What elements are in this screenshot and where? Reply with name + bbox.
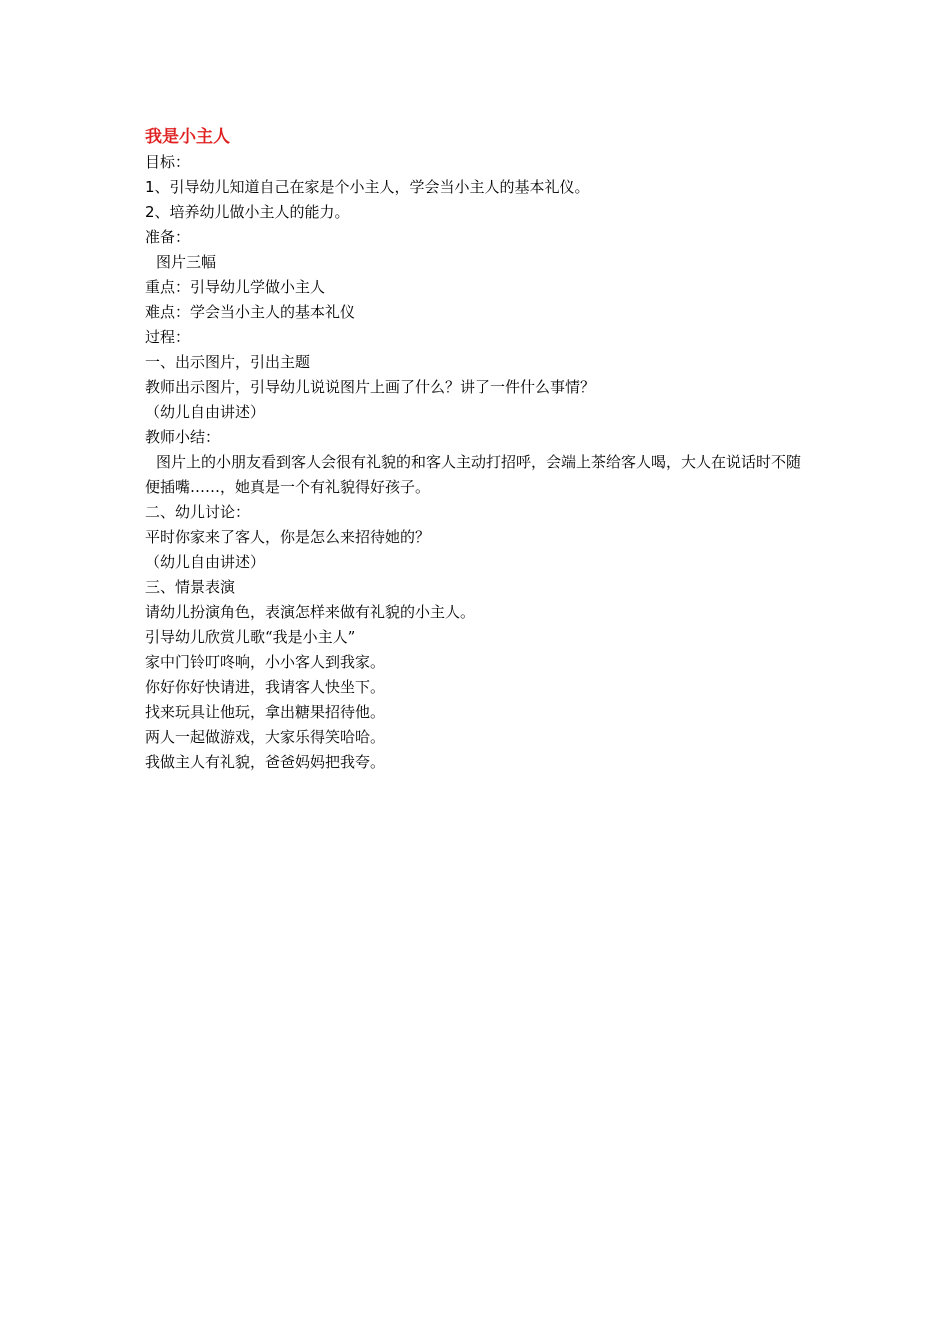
- song-line-3: 找来玩具让他玩，拿出糖果招待他。: [145, 703, 386, 721]
- goal-item-2-text: 、培养幼儿做小主人的能力。: [154, 203, 350, 221]
- document-page: [145, 124, 815, 775]
- prep-label: 准备：: [145, 228, 191, 246]
- step-1-heading: 一、出示图片，引出主题: [145, 353, 311, 371]
- prep-item: 图片三幅: [156, 253, 217, 271]
- document-title: 我是小主人: [145, 127, 230, 147]
- song-line-5: 我做主人有礼貌，爸爸妈妈把我夸。: [145, 753, 386, 771]
- song-line-4: 两人一起做游戏，大家乐得笑哈哈。: [145, 728, 386, 746]
- song-intro: 引导幼儿欣赏儿歌“我是小主人”: [145, 628, 356, 646]
- step-1-teacher-text: 教师出示图片，引导幼儿说说图片上画了什么？讲了一件什么事情？: [145, 378, 596, 396]
- teacher-summary-text: 图片上的小朋友看到客人会很有礼貌的和客人主动打招呼，会端上茶给客人喝，大人在说话时不随便插嘴……，她真是一个有礼貌得好孩子。: [145, 453, 802, 496]
- goal-label: 目标：: [145, 153, 191, 171]
- song-line-1: 家中门铃叮咚响，小小客人到我家。: [145, 653, 386, 671]
- song-line-2: 你好你好快请进，我请客人快坐下。: [145, 678, 386, 696]
- step-2-heading: 二、幼儿讨论：: [145, 503, 251, 521]
- difficulty: 难点：学会当小主人的基本礼仪: [145, 303, 356, 321]
- free-talk-2: （幼儿自由讲述）: [145, 553, 266, 571]
- goal-item-1-text: 、引导幼儿知道自己在家是个小主人，学会当小主人的基本礼仪。: [154, 178, 590, 196]
- key-point: 重点：引导幼儿学做小主人: [145, 278, 326, 296]
- process-label: 过程：: [145, 328, 191, 346]
- goal-item-1-number: 1: [145, 178, 155, 196]
- step-2-question: 平时你家来了客人，你是怎么来招待她的？: [145, 528, 431, 546]
- free-talk-1: （幼儿自由讲述）: [145, 403, 266, 421]
- goal-item-1: [145, 175, 815, 200]
- teacher-summary-label: 教师小结：: [145, 428, 221, 446]
- goal-item-2: [145, 200, 815, 225]
- goal-item-2-number: 2: [145, 203, 155, 221]
- step-3-heading: 三、情景表演: [145, 578, 236, 596]
- step-3-roleplay: 请幼儿扮演角色，表演怎样来做有礼貌的小主人。: [145, 603, 476, 621]
